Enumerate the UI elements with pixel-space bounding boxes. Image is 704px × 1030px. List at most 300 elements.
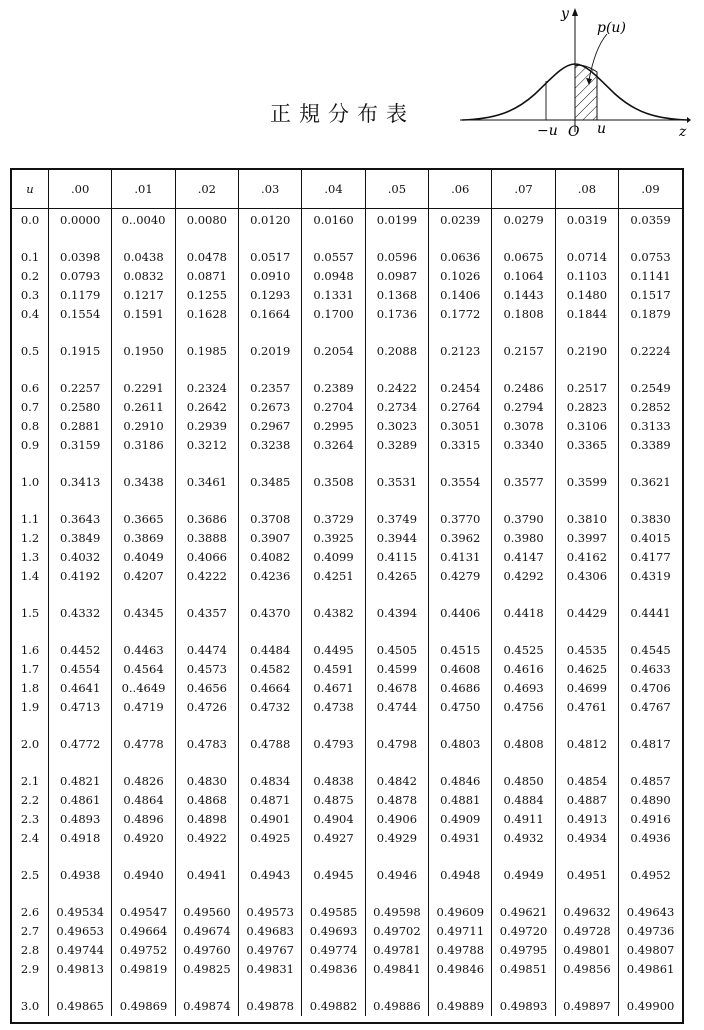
table-cell: 0..0040 (112, 209, 175, 231)
table-cell: 0.4525 (492, 641, 555, 660)
table-cell: 0.3869 (112, 529, 175, 548)
column-header-u: u (12, 170, 49, 209)
table-cell: 0.49819 (112, 960, 175, 979)
table-cell: 0.2734 (365, 398, 428, 417)
table-header-row (12, 170, 682, 209)
table-cell: 0.1141 (619, 267, 682, 286)
table-cell: 0.4370 (239, 604, 302, 623)
table-cell: 0.4925 (239, 829, 302, 848)
table-cell: 0.3729 (302, 510, 365, 529)
table-cell: 0.4115 (365, 548, 428, 567)
table-cell: 0.4878 (365, 791, 428, 810)
column-header: .03 (239, 170, 302, 209)
table-cell: 0.1480 (555, 286, 618, 305)
table-cell: 0.4177 (619, 548, 682, 567)
table-cell: 0.4896 (112, 810, 175, 829)
group-spacer (12, 361, 682, 379)
table-cell: 0.3264 (302, 436, 365, 455)
table-cell: 0.49744 (49, 941, 112, 960)
table-cell: 0.49760 (175, 941, 238, 960)
table-cell: 0.4726 (175, 698, 238, 717)
table-cell: 0.4772 (49, 735, 112, 754)
table-cell: 0.1915 (49, 342, 112, 361)
column-header: .09 (619, 170, 682, 209)
group-spacer (12, 848, 682, 866)
table-cell: 0.2642 (175, 398, 238, 417)
table-row (12, 267, 682, 286)
table-cell: 0.4452 (49, 641, 112, 660)
table-row (12, 941, 682, 960)
table-cell: 0.4750 (429, 698, 492, 717)
row-header-u: 2.3 (20, 812, 40, 826)
table-cell: 0.0279 (492, 209, 555, 231)
table-cell: 0.2580 (49, 398, 112, 417)
table-cell: 0.4798 (365, 735, 428, 754)
table-cell: 0.49653 (49, 922, 112, 941)
origin-label: O (568, 124, 580, 140)
table-cell: 0.3485 (239, 473, 302, 492)
group-spacer (12, 586, 682, 604)
row-header-u: 1.0 (20, 475, 40, 489)
table-cell: 0.4901 (239, 810, 302, 829)
table-cell: 0.1517 (619, 286, 682, 305)
table-row (12, 997, 682, 1016)
table-cell: 0.4418 (492, 604, 555, 623)
table-cell: 0.1554 (49, 305, 112, 324)
table-cell: 0.3238 (239, 436, 302, 455)
table-cell: 0.4162 (555, 548, 618, 567)
table-cell: 0.2224 (619, 342, 682, 361)
table-cell: 0.49632 (555, 903, 618, 922)
table-cell: 0.4916 (619, 810, 682, 829)
table-cell: 0.4938 (49, 866, 112, 885)
row-header-u: 0.1 (20, 250, 40, 264)
table-cell: 0.4943 (239, 866, 302, 885)
table-cell: 0.4812 (555, 735, 618, 754)
table-cell: 0.2190 (555, 342, 618, 361)
table-cell: 0.49886 (365, 997, 428, 1016)
table-cell: 0.49813 (49, 960, 112, 979)
table-cell: 0.4875 (302, 791, 365, 810)
row-header-u: 0.3 (20, 288, 40, 302)
table-row (12, 922, 682, 941)
table-cell: 0.4884 (492, 791, 555, 810)
table-cell: 0.4803 (429, 735, 492, 754)
table-cell: 0.2995 (302, 417, 365, 436)
row-header-u: 1.8 (20, 681, 40, 695)
table-cell: 0.4946 (365, 866, 428, 885)
row-header-u: 2.7 (20, 924, 40, 938)
table-cell: 0.2422 (365, 379, 428, 398)
table-cell: 0.4049 (112, 548, 175, 567)
table-cell: 0.4941 (175, 866, 238, 885)
table-cell: 0.49865 (49, 997, 112, 1016)
group-spacer (12, 623, 682, 641)
table-cell: 0.2764 (429, 398, 492, 417)
page-title: 正規分布表 (270, 102, 415, 126)
table-cell: 0.4887 (555, 791, 618, 810)
table-cell: 0.4015 (619, 529, 682, 548)
table-cell: 0.2389 (302, 379, 365, 398)
group-spacer (12, 492, 682, 510)
table-cell: 0.4932 (492, 829, 555, 848)
table-cell: 0.2794 (492, 398, 555, 417)
table-cell: 0.4686 (429, 679, 492, 698)
table-cell: 0.3133 (619, 417, 682, 436)
table-cell: 0.4582 (239, 660, 302, 679)
table-cell: 0.2454 (429, 379, 492, 398)
table-row (12, 548, 682, 567)
table-row (12, 379, 682, 398)
table-cell: 0.3980 (492, 529, 555, 548)
table-row (12, 698, 682, 717)
table-cell: 0.1443 (492, 286, 555, 305)
table-cell: 0.4678 (365, 679, 428, 698)
table-cell: 0.0398 (49, 248, 112, 267)
table-cell: 0.4830 (175, 772, 238, 791)
table-cell: 0.4633 (619, 660, 682, 679)
table-row (12, 398, 682, 417)
table-cell: 0.3577 (492, 473, 555, 492)
table-cell: 0.2088 (365, 342, 428, 361)
table-cell: 0.0000 (49, 209, 112, 231)
table-cell: 0.3389 (619, 436, 682, 455)
table-cell: 0.3708 (239, 510, 302, 529)
table-cell: 0.0871 (175, 267, 238, 286)
table-cell: 0.49831 (239, 960, 302, 979)
table-cell: 0.0239 (429, 209, 492, 231)
table-cell: 0.4699 (555, 679, 618, 698)
table-cell: 0.2910 (112, 417, 175, 436)
table-cell: 0.49643 (619, 903, 682, 922)
table-cell: 0.1331 (302, 286, 365, 305)
table-cell: 0.4756 (492, 698, 555, 717)
table-cell: 0.3106 (555, 417, 618, 436)
row-header-u: 2.5 (20, 868, 40, 882)
row-header-u: 2.0 (20, 737, 40, 751)
table-cell: 0.2357 (239, 379, 302, 398)
table-cell: 0.4948 (429, 866, 492, 885)
table-cell: 0.3315 (429, 436, 492, 455)
table-cell: 0.49801 (555, 941, 618, 960)
table-cell: 0.49893 (492, 997, 555, 1016)
table-cell: 0.3159 (49, 436, 112, 455)
table-cell: 0.49856 (555, 960, 618, 979)
table-cell: 0.49693 (302, 922, 365, 941)
table-cell: 0.4545 (619, 641, 682, 660)
table-cell: 0.4732 (239, 698, 302, 717)
table-cell: 0.49781 (365, 941, 428, 960)
table-cell: 0.4738 (302, 698, 365, 717)
column-header: .01 (112, 170, 175, 209)
table-cell: 0.49846 (429, 960, 492, 979)
group-spacer (12, 979, 682, 997)
table-cell: 0.3289 (365, 436, 428, 455)
table-row (12, 960, 682, 979)
table-cell: 0.3849 (49, 529, 112, 548)
table-cell: 0..4649 (112, 679, 175, 698)
table-cell: 0.4671 (302, 679, 365, 698)
table-cell: 0.49728 (555, 922, 618, 941)
group-spacer (12, 230, 682, 248)
table-cell: 0.2967 (239, 417, 302, 436)
table-row (12, 660, 682, 679)
table-cell: 0.3212 (175, 436, 238, 455)
table-cell: 0.1985 (175, 342, 238, 361)
table-cell: 0.1064 (492, 267, 555, 286)
table-cell: 0.2517 (555, 379, 618, 398)
table-cell: 0.3461 (175, 473, 238, 492)
table-cell: 0.4945 (302, 866, 365, 885)
table-cell: 0.2291 (112, 379, 175, 398)
table-cell: 0.4599 (365, 660, 428, 679)
table-cell: 0.4463 (112, 641, 175, 660)
row-header-u: 2.1 (20, 774, 40, 788)
table-cell: 0.3554 (429, 473, 492, 492)
table-cell: 0.4904 (302, 810, 365, 829)
row-header-u: 2.6 (20, 905, 40, 919)
normal-distribution-table (10, 168, 684, 1024)
table-cell: 0.2324 (175, 379, 238, 398)
table-cell: 0.3051 (429, 417, 492, 436)
table-cell: 0.4940 (112, 866, 175, 885)
row-header-u: 0.4 (20, 307, 40, 321)
table-cell: 0.4222 (175, 567, 238, 586)
table-cell: 0.49683 (239, 922, 302, 941)
table-row (12, 510, 682, 529)
table-cell: 0.3790 (492, 510, 555, 529)
table-cell: 0.4251 (302, 567, 365, 586)
table-cell: 0.4929 (365, 829, 428, 848)
table-cell: 0.49795 (492, 941, 555, 960)
table-cell: 0.0319 (555, 209, 618, 231)
table-cell: 0.4861 (49, 791, 112, 810)
row-header-u: 2.2 (20, 793, 40, 807)
table-cell: 0.4788 (239, 735, 302, 754)
table-row (12, 866, 682, 885)
table-cell: 0.3997 (555, 529, 618, 548)
table-cell: 0.4319 (619, 567, 682, 586)
table-cell: 0.49841 (365, 960, 428, 979)
table-cell: 0.49825 (175, 960, 238, 979)
table-cell: 0.4616 (492, 660, 555, 679)
table-cell: 0.2486 (492, 379, 555, 398)
table-cell: 0.4890 (619, 791, 682, 810)
table-cell: 0.4817 (619, 735, 682, 754)
table-cell: 0.0359 (619, 209, 682, 231)
table-cell: 0.3944 (365, 529, 428, 548)
group-spacer (12, 324, 682, 342)
group-spacer (12, 885, 682, 903)
table-cell: 0.4834 (239, 772, 302, 791)
table-cell: 0.0675 (492, 248, 555, 267)
table-cell: 0.1103 (555, 267, 618, 286)
column-header: .06 (429, 170, 492, 209)
table-row (12, 286, 682, 305)
normal-distribution-figure (455, 0, 695, 145)
table-cell: 0.1026 (429, 267, 492, 286)
table-cell: 0.3770 (429, 510, 492, 529)
row-header-u: 1.1 (20, 512, 40, 526)
table-cell: 0.4236 (239, 567, 302, 586)
table-cell: 0.4808 (492, 735, 555, 754)
p-u-label: p(u) (597, 20, 626, 36)
table-cell: 0.4838 (302, 772, 365, 791)
table-cell: 0.0199 (365, 209, 428, 231)
table-cell: 0.4821 (49, 772, 112, 791)
row-header-u: 2.9 (20, 962, 40, 976)
table-cell: 0.49674 (175, 922, 238, 941)
table-cell: 0.4099 (302, 548, 365, 567)
table-row (12, 641, 682, 660)
table-row (12, 248, 682, 267)
row-header-u: 3.0 (20, 999, 40, 1013)
table-row (12, 305, 682, 324)
table-cell: 0.0080 (175, 209, 238, 231)
table-cell: 0.4279 (429, 567, 492, 586)
table-row (12, 679, 682, 698)
table-row (12, 567, 682, 586)
table-cell: 0.4719 (112, 698, 175, 717)
table-cell: 0.3438 (112, 473, 175, 492)
table-cell: 0.0987 (365, 267, 428, 286)
row-header-u: 1.4 (20, 569, 40, 583)
table-cell: 0.4868 (175, 791, 238, 810)
table-cell: 0.4898 (175, 810, 238, 829)
table-cell: 0.4864 (112, 791, 175, 810)
table-cell: 0.49889 (429, 997, 492, 1016)
table-cell: 0.3888 (175, 529, 238, 548)
column-header: .04 (302, 170, 365, 209)
row-header-u: 0.2 (20, 269, 40, 283)
table-cell: 0.0596 (365, 248, 428, 267)
table-cell: 0.4066 (175, 548, 238, 567)
table-cell: 0.4625 (555, 660, 618, 679)
row-header-u: 0.5 (20, 344, 40, 358)
table-cell: 0.2611 (112, 398, 175, 417)
table-cell: 0.49861 (619, 960, 682, 979)
table-cell: 0.4931 (429, 829, 492, 848)
table-cell: 0.1664 (239, 305, 302, 324)
table-cell: 0.49851 (492, 960, 555, 979)
table-cell: 0.49878 (239, 997, 302, 1016)
table-cell: 0.4783 (175, 735, 238, 754)
table-cell: 0.49598 (365, 903, 428, 922)
table-cell: 0.3665 (112, 510, 175, 529)
table-cell: 0.0910 (239, 267, 302, 286)
table-cell: 0.4573 (175, 660, 238, 679)
table-cell: 0.4949 (492, 866, 555, 885)
row-header-u: 2.8 (20, 943, 40, 957)
table-cell: 0.4846 (429, 772, 492, 791)
table-cell: 0.4641 (49, 679, 112, 698)
row-header-u: 0.9 (20, 438, 40, 452)
table-cell: 0.3531 (365, 473, 428, 492)
table-cell: 0.1293 (239, 286, 302, 305)
group-spacer (12, 717, 682, 735)
table-cell: 0.1628 (175, 305, 238, 324)
table-cell: 0.4927 (302, 829, 365, 848)
table-cell: 0.4564 (112, 660, 175, 679)
table-row (12, 810, 682, 829)
table-row (12, 417, 682, 436)
table-cell: 0.4357 (175, 604, 238, 623)
table-cell: 0.2019 (239, 342, 302, 361)
table-cell: 0.49573 (239, 903, 302, 922)
table-cell: 0.1736 (365, 305, 428, 324)
table-cell: 0.2823 (555, 398, 618, 417)
z-axis-label: z (679, 124, 687, 140)
table-cell: 0.49609 (429, 903, 492, 922)
table-cell: 0.4951 (555, 866, 618, 885)
table-cell: 0.4192 (49, 567, 112, 586)
table-cell: 0.4881 (429, 791, 492, 810)
table-cell: 0.4761 (555, 698, 618, 717)
table-cell: 0.1368 (365, 286, 428, 305)
table-cell: 0.49560 (175, 903, 238, 922)
table-cell: 0.3749 (365, 510, 428, 529)
table-cell: 0.0753 (619, 248, 682, 267)
y-axis-label: y (561, 6, 569, 22)
neg-u-label: −u (537, 123, 558, 139)
table-cell: 0.4793 (302, 735, 365, 754)
table-cell: 0.2549 (619, 379, 682, 398)
table-cell: 0.2939 (175, 417, 238, 436)
table-row (12, 529, 682, 548)
table-cell: 0.4934 (555, 829, 618, 848)
table-cell: 0.49752 (112, 941, 175, 960)
table-cell: 0.1844 (555, 305, 618, 324)
table-cell: 0.4515 (429, 641, 492, 660)
column-header: .08 (555, 170, 618, 209)
table-cell: 0.4505 (365, 641, 428, 660)
table-cell: 0.4713 (49, 698, 112, 717)
table-cell: 0.49807 (619, 941, 682, 960)
table-cell: 0.4826 (112, 772, 175, 791)
row-header-u: 1.2 (20, 531, 40, 545)
table-cell: 0.3621 (619, 473, 682, 492)
table-cell: 0.4656 (175, 679, 238, 698)
table-cell: 0.49882 (302, 997, 365, 1016)
table-cell: 0.4474 (175, 641, 238, 660)
table-cell: 0.1255 (175, 286, 238, 305)
table-cell: 0.3599 (555, 473, 618, 492)
table-cell: 0.4306 (555, 567, 618, 586)
table-cell: 0.49869 (112, 997, 175, 1016)
table-cell: 0.4394 (365, 604, 428, 623)
table-cell: 0.49585 (302, 903, 365, 922)
table-cell: 0.49767 (239, 941, 302, 960)
table-cell: 0.0793 (49, 267, 112, 286)
row-header-u: 1.9 (20, 700, 40, 714)
table-cell: 0.4032 (49, 548, 112, 567)
table-cell: 0.4554 (49, 660, 112, 679)
table-cell: 0.0832 (112, 267, 175, 286)
table-cell: 0.2881 (49, 417, 112, 436)
table-cell: 0.4345 (112, 604, 175, 623)
row-header-u: 2.4 (20, 831, 40, 845)
column-header: .00 (49, 170, 112, 209)
table-cell: 0.4265 (365, 567, 428, 586)
table-cell: 0.4922 (175, 829, 238, 848)
table-cell: 0.4591 (302, 660, 365, 679)
table-cell: 0.0478 (175, 248, 238, 267)
table-row (12, 473, 682, 492)
table-cell: 0.1772 (429, 305, 492, 324)
table-cell: 0.4911 (492, 810, 555, 829)
table-row (12, 604, 682, 623)
table-cell: 0.3925 (302, 529, 365, 548)
